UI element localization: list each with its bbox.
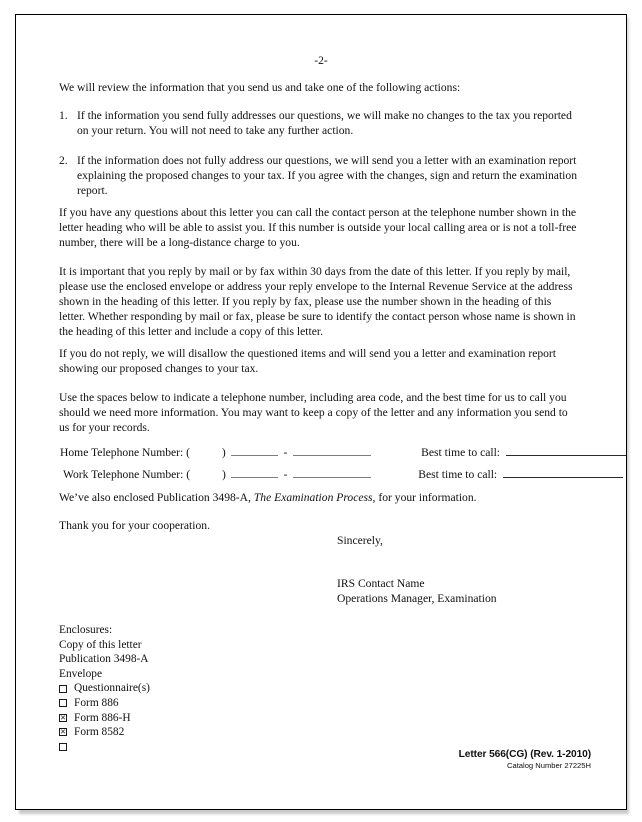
list-marker: 1.	[59, 109, 68, 122]
checkbox-form-8582[interactable]	[59, 728, 67, 736]
enclosure-checkbox-row-blank[interactable]	[59, 740, 150, 755]
checkbox-blank[interactable]	[59, 743, 67, 751]
footer-catalog-number: Catalog Number 27225H	[506, 761, 591, 770]
enclosure-checkbox-row-form-8582[interactable]	[59, 725, 150, 740]
enclosure-copy-of-letter: Copy of this letter	[59, 638, 142, 651]
checkbox-form-886[interactable]	[59, 699, 67, 707]
contact-spaces-paragraph: Use the spaces below to indicate a telephone number, including area code, and the best time for us to call you should we need more information. You may want to keep a copy of the letter and any information you send to us for your records.	[59, 391, 568, 435]
list-item-text: If the information you send fully addresses our questions, we will make no changes to the tax you reported on your return. You will not need to take any further action.	[77, 109, 572, 138]
enclosure-publication-3498a: Publication 3498-A	[59, 653, 149, 666]
work-line-field[interactable]	[293, 466, 371, 478]
page-content-area	[16, 15, 626, 809]
close-paren: )	[221, 468, 226, 481]
no-reply-paragraph: If you do not reply, we will disallow the questioned items and will send you a letter and examination report showing our proposed changes to your tax.	[59, 347, 557, 376]
work-best-time-field[interactable]	[503, 466, 623, 478]
enclosure-checkbox-row-form-886-h[interactable]	[59, 711, 150, 726]
open-paren: (	[186, 468, 191, 481]
work-dash: -	[283, 468, 288, 481]
publication-line-before: We’ve also enclosed Publication 3498-A,	[59, 491, 254, 504]
checkbox-form-886-h[interactable]	[59, 714, 67, 722]
signature-closing: Sincerely,	[337, 534, 383, 547]
checkbox-label-questionnaires: Questionnaire(s)	[74, 682, 150, 695]
enclosure-checkbox-row-form-886[interactable]	[59, 696, 150, 711]
checkbox-questionnaires[interactable]	[59, 685, 67, 693]
checkbox-label-form-886-h: Form 886-H	[74, 711, 131, 724]
list-marker: 2.	[59, 154, 68, 167]
work-telephone-label: Work Telephone Number:	[63, 468, 184, 481]
numbered-item-2	[59, 153, 579, 198]
home-best-time-field[interactable]	[506, 444, 626, 456]
signature-name: IRS Contact Name	[337, 577, 425, 590]
checkbox-label-form-886: Form 886	[74, 696, 119, 709]
work-telephone-row[interactable]	[63, 466, 623, 481]
work-best-time-label: Best time to call:	[418, 468, 498, 481]
home-telephone-label: Home Telephone Number:	[60, 446, 184, 459]
home-telephone-row[interactable]	[60, 444, 626, 459]
open-paren: (	[186, 446, 191, 459]
publication-enclosed-line	[59, 490, 577, 505]
publication-title: The Examination Process,	[253, 491, 376, 504]
enclosure-envelope: Envelope	[59, 667, 103, 680]
questions-paragraph: If you have any questions about this letter you can call the contact person at the telephone number shown in the letter heading who will be able to assist you. If this number is outside your local calling area or is not a toll-free number, there will be a long-distance charge to you.	[59, 206, 577, 250]
letter-page	[15, 14, 627, 810]
home-best-time-label: Best time to call:	[421, 446, 501, 459]
enclosure-checkbox-row-questionnaires[interactable]	[59, 681, 150, 696]
close-paren: )	[221, 446, 226, 459]
thank-you-line: Thank you for your cooperation.	[59, 519, 210, 532]
numbered-item-1	[59, 108, 579, 138]
work-prefix-field[interactable]	[231, 466, 278, 478]
enclosures-section	[59, 623, 150, 754]
checkbox-label-form-8582: Form 8582	[74, 726, 125, 739]
home-dash: -	[283, 446, 288, 459]
footer-block	[459, 749, 591, 770]
home-line-field[interactable]	[293, 444, 371, 456]
page-number: -2-	[314, 55, 328, 67]
footer-letter-id: Letter 566(CG) (Rev. 1-2010)	[458, 749, 591, 760]
list-item-text: If the information does not fully address our questions, we will send you a letter with an examination report explaining the proposed changes to your tax. If you agree with the changes, sign and return the examination report.	[77, 154, 577, 198]
intro-paragraph: We will review the information that you send us and take one of the following actions:	[59, 81, 461, 94]
enclosures-heading: Enclosures:	[59, 624, 113, 636]
reply-instructions-paragraph: It is important that you reply by mail or by fax within 30 days from the date of this letter. If you reply by mail, please use the enclosed envelope or address your reply envelope to the Internal Revenue Service at the address shown in the heading of this letter. If you reply by fax, please use the number shown in the heading of this letter. Whether responding by mail or fax, please be sure to identify the contact person whose name is shown in the heading of this letter and include a copy of this letter.	[59, 265, 576, 339]
home-prefix-field[interactable]	[231, 444, 278, 456]
signature-title: Operations Manager, Examination	[337, 592, 497, 605]
publication-line-after: for your information.	[375, 491, 477, 504]
